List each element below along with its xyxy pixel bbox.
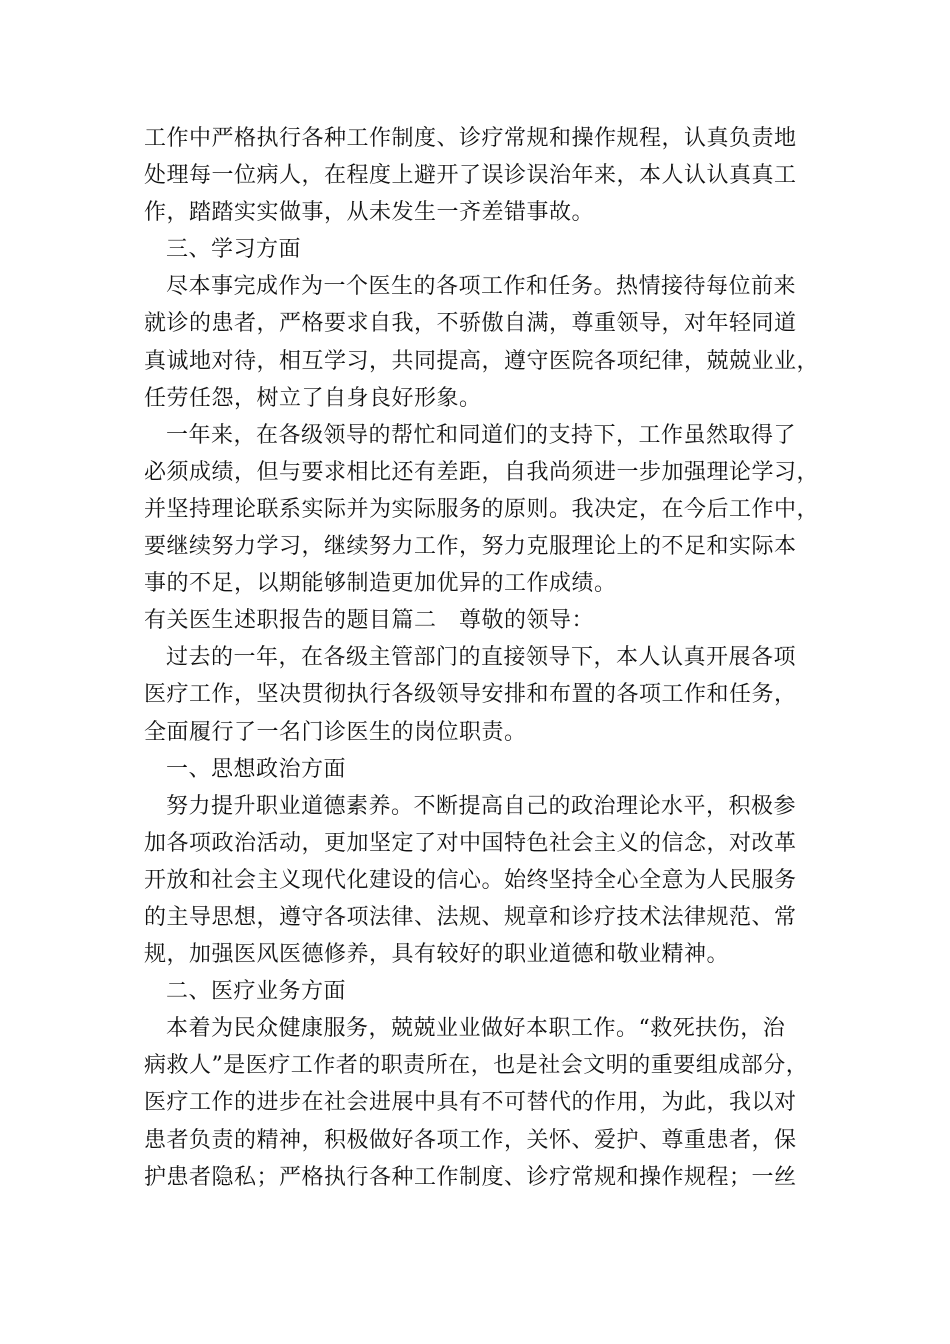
text-line: 真诚地对待，相互学习，共同提高，遵守医院各项纪律，兢兢业业， [144, 348, 820, 374]
text-line: 要继续努力学习，继续努力工作，努力克服理论上的不足和实际本 [144, 534, 797, 560]
text-line: 护患者隐私；严格执行各种工作制度、诊疗常规和操作规程；一丝 [144, 1164, 797, 1190]
text-line: 必须成绩，但与要求相比还有差距，自我尚须进一步加强理论学习， [144, 459, 820, 485]
section-heading-politics: 一、思想政治方面 [166, 756, 347, 782]
text-line: 医疗工作，坚决贯彻执行各级领导安排和布置的各项工作和任务， [144, 682, 797, 708]
text-line: 工作中严格执行各种工作制度、诊疗常规和操作规程，认真负责地 [144, 126, 797, 151]
section-heading-medical: 二、医疗业务方面 [166, 979, 347, 1005]
section-heading-study: 三、学习方面 [166, 237, 302, 263]
text-line: 事的不足，以期能够制造更加优异的工作成绩。 [144, 571, 617, 597]
text-line: 病救人”是医疗工作者的职责所在，也是社会文明的重要组成部分， [144, 1053, 809, 1079]
article-title-part-two: 有关医生述职报告的题目篇二 尊敬的领导： [144, 608, 595, 634]
text-line: 作，踏踏实实做事，从未发生一齐差错事故。 [144, 200, 595, 226]
text-line: 患者负责的精神，积极做好各项工作，关怀、爱护、尊重患者，保 [144, 1127, 797, 1153]
text-line: 并坚持理论联系实际并为实际服务的原则。我决定，在今后工作中， [144, 496, 820, 522]
text-line: 全面履行了一名门诊医生的岗位职责。 [144, 719, 527, 745]
text-line: 的主导思想，遵守各项法律、法规、规章和诊疗技术法律规范、常 [144, 904, 797, 930]
text-line: 处理每一位病人，在程度上避开了误诊误治年来，本人认认真真工 [144, 163, 797, 189]
text-line: 尽本事完成作为一个医生的各项工作和任务。热情接待每位前来 [166, 274, 797, 300]
text-line: 开放和社会主义现代化建设的信心。始终坚持全心全意为人民服务 [144, 867, 797, 893]
text-line: 一年来，在各级领导的帮忙和同道们的支持下，工作虽然取得了 [166, 422, 797, 448]
document-body [144, 120, 820, 1196]
text-line: 任劳任怨，树立了自身良好形象。 [144, 385, 482, 411]
text-line: 过去的一年，在各级主管部门的直接领导下，本人认真开展各项 [166, 645, 797, 671]
text-line: 本着为民众健康服务，兢兢业业做好本职工作。“救死扶伤，治 [166, 1016, 786, 1042]
text-line: 就诊的患者，严格要求自我，不骄傲自满，尊重领导，对年轻同道 [144, 311, 797, 337]
text-line: 努力提升职业道德素养。不断提高自己的政治理论水平，积极参 [166, 793, 797, 819]
text-line: 规，加强医风医德修养，具有较好的职业道德和敬业精神。 [144, 942, 730, 968]
text-line: 医疗工作的进步在社会进展中具有不可替代的作用，为此，我以对 [144, 1090, 797, 1116]
text-line: 加各项政治活动，更加坚定了对中国特色社会主义的信念，对改革 [144, 830, 797, 856]
